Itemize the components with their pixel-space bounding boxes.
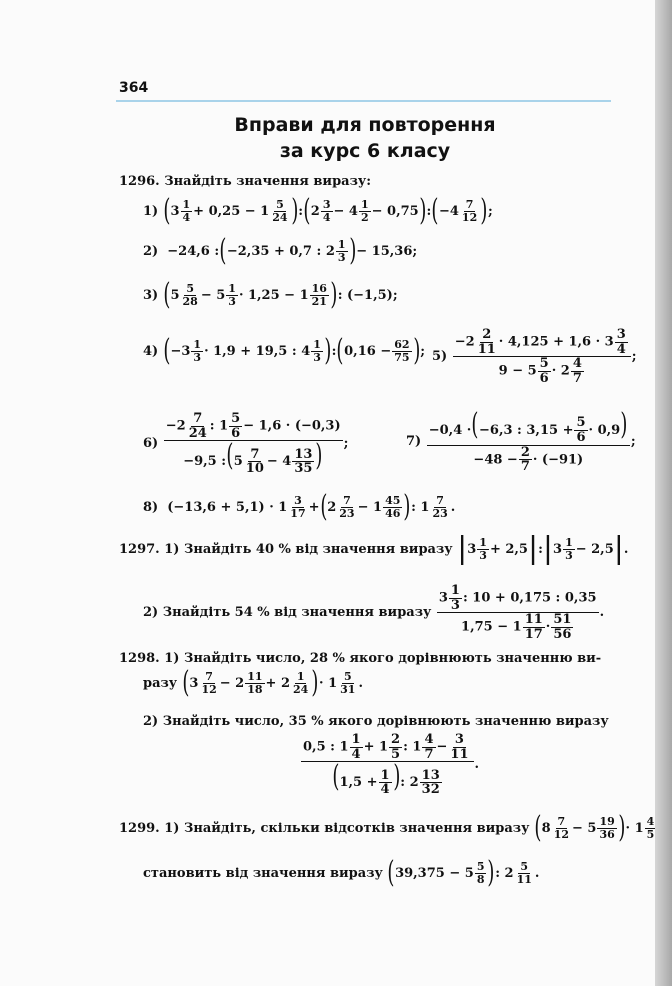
exercise-number: 1298. — [119, 651, 160, 666]
exercise-1298-item2 — [143, 714, 609, 729]
item-label: 6) — [143, 436, 159, 452]
exercise-1296-heading — [119, 174, 371, 189]
exercise-text: разу — [143, 675, 178, 691]
section-title-line1: Вправи для повторення — [234, 114, 496, 136]
exercise-1299-item1-line2: становить від значення виразу ( 39,375 − 5 5 8 ) : 2 5 11 . — [143, 855, 540, 890]
expression-1296-7: 7) −0,4 ·(−6,3 : 3,15 + $\frac{5}{6}$ · 0,9) −48 − $\frac{2}{7}$ · (−91) ; — [406, 407, 636, 475]
expression-1296-8: 8) (−13,6 + 5,1) · 1 3 17 + ( 2 7 23 − 1 45 46 ) : 1 7 23 . — [143, 489, 456, 524]
exercise-1298-item1-line1 — [119, 651, 601, 666]
expression-1296-2: 2) −24,6 : ( −2,35 + 0,7 : 2 1 3 ) − 15,36; — [143, 233, 418, 268]
expression-1296-4: 4) ( −3 1 3 · 1,9 + 19,5 : 4 1 3 ) : ( 0,16 − 62 75 ) ; — [143, 333, 426, 368]
expression-1296-1: 1) ( 3 1 4 + 0,25 − 1 5 24 ) : ( 2 3 4 − 4 1 2 − 0,75 ) : ( −4 7 12 ) ; — [143, 193, 493, 228]
exercise-text: 1) Знайдіть, скільки відсотків значення виразу — [164, 820, 530, 836]
exercise-text: 2) Знайдіть 54 % від значення виразу — [143, 605, 432, 621]
exercise-text: 1) Знайдіть 40 % від значення виразу — [164, 541, 453, 557]
exercise-1298-item2-expression: 0,5 : 1 $\frac{1}{4}$ + 1 $\frac{2}{5}$ : 1 $\frac{4}{7}$ − $\frac{3}{11}$ (1,5 + $\frac{1}{4}$ ): 2 $\frac{13}{32}$ . — [303, 732, 480, 798]
item-label: 7) — [406, 434, 422, 450]
item-label: 5) — [432, 349, 448, 365]
page-number: 364 — [119, 80, 149, 96]
item-label: 8) — [143, 499, 159, 515]
exercise-text: 2) Знайдіть число, 35 % якого дорівнюють значенню виразу — [143, 714, 609, 729]
item-label: 4) — [143, 343, 159, 359]
exercise-1299-item1-line1: 1299. 1) Знайдіть, скільки відсотків значення виразу ( 8 7 12 − 5 19 36 ) · 1 4 5 — [119, 810, 655, 845]
item-label: 3) — [143, 287, 159, 303]
expression-1296-6: 6) −2 $\frac{7}{24}$ : 1 $\frac{5}{6}$ − 1,6 · (−0,3) −9,5 :(5 $\frac{7}{10}$ − 4 $\frac{13}{35}$ ) ; — [143, 411, 349, 477]
exercise-text: 1) Знайдіть число, 28 % якого дорівнюють значенню ви- — [164, 651, 602, 666]
exercise-number: 1297. — [119, 541, 160, 557]
exercise-number: 1296. — [119, 174, 160, 189]
exercise-text: становить від значення виразу — [143, 865, 383, 881]
expression-1296-3: 3) ( 5 5 28 − 5 1 3 · 1,25 − 1 16 21 ) : (−1,5); — [143, 277, 398, 312]
exercise-prompt: Знайдіть значення виразу: — [164, 174, 371, 189]
exercise-number: 1299. — [119, 820, 160, 836]
exercise-1297-item1: 1297. 1) Знайдіть 40 % від значення виразу | 3 1 3 + 2,5 | : | 3 1 3 − 2,5 | . — [119, 531, 629, 566]
page-edge-shadow — [655, 0, 672, 986]
item-label: 2) — [143, 243, 159, 259]
section-title-line2: за курс 6 класу — [279, 140, 451, 162]
header-rule — [116, 100, 611, 102]
exercise-1297-item2: 2) Знайдіть 54 % від значення виразу 3 $\frac{1}{3}$ : 10 + 0,175 : 0,35 1,75 − 1 $\frac{11}{17}$ · $\frac{51}{56}$ . — [143, 583, 605, 642]
expression-1296-5: 5) −2 $\frac{2}{11}$ · 4,125 + 1,6 · 3 $\frac{3}{4}$ 9 − 5 $\frac{5}{6}$ · 2 $\frac{4}{7}$ ; — [432, 327, 637, 386]
item-label: 1) — [143, 203, 159, 219]
exercise-1298-item1-line2: разу ( 3 7 12 − 2 11 18 + 2 1 24 ) · 1 5 31 . — [143, 665, 363, 700]
